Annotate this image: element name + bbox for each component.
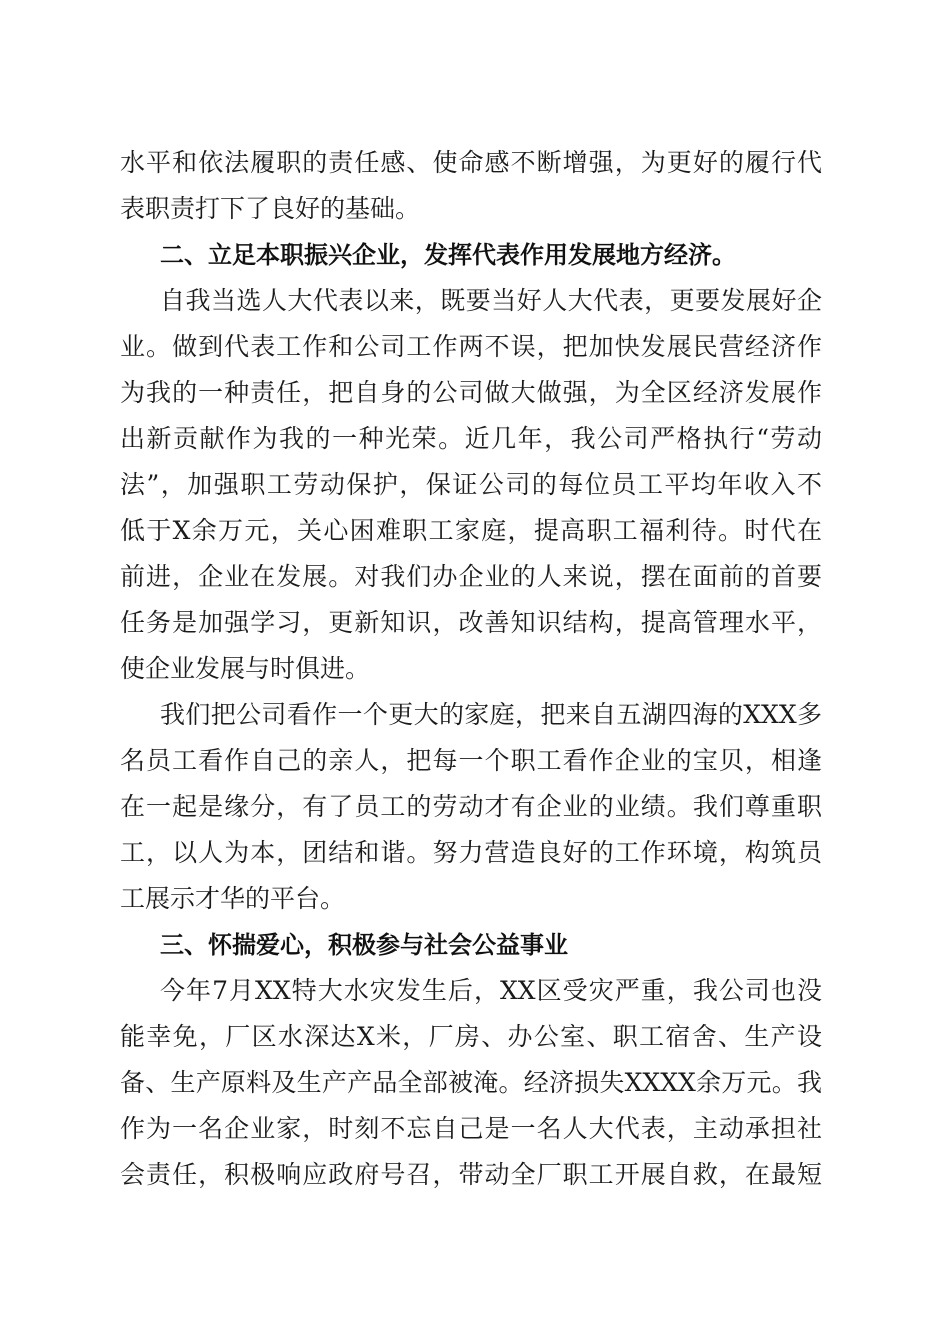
text-line: 今年7月XX特大水灾发生后，XX区受灾严重，我公司也没 (160, 976, 822, 1005)
text-line: 自我当选人大代表以来，既要当好人大代表，更要发展好企 (160, 286, 822, 315)
text-line: 工展示才华的平台。 (120, 884, 346, 913)
text-line: 能幸免，厂区水深达X米，厂房、办公室、职工宿舍、生产设 (120, 1022, 822, 1051)
text-line: 使企业发展与时俱进。 (120, 654, 371, 683)
text-line: 工，以人为本，团结和谐。努力营造良好的工作环境，构筑员 (120, 838, 822, 867)
text-line: 在一起是缘分，有了员工的劳动才有企业的业绩。我们尊重职 (120, 792, 822, 821)
text-line: 水平和依法履职的责任感、使命感不断增强，为更好的履行代 (120, 148, 822, 177)
text-line: 为我的一种责任，把自身的公司做大做强，为全区经济发展作 (120, 378, 822, 407)
text-line: 低于X余万元，关心困难职工家庭，提高职工福利待。时代在 (120, 516, 822, 545)
text-line: 表职责打下了良好的基础。 (120, 194, 421, 223)
section-heading: 二、立足本职振兴企业，发挥代表作用发展地方经济。 (160, 241, 736, 269)
text-line: 任务是加强学习，更新知识，改善知识结构，提高管理水平， (120, 608, 822, 637)
text-line: 备、生产原料及生产产品全部被淹。经济损失XXXX余万元。我 (120, 1068, 822, 1097)
section-heading: 三、怀揣爱心，积极参与社会公益事业 (160, 931, 568, 959)
text-line: 我们把公司看作一个更大的家庭，把来自五湖四海的XXX多 (160, 700, 822, 729)
text-line: 业。做到代表工作和公司工作两不误，把加快发展民营经济作 (120, 332, 822, 361)
text-line: 会责任，积极响应政府号召，带动全厂职工开展自救，在最短 (120, 1160, 822, 1189)
text-line: 法”，加强职工劳动保护，保证公司的每位员工平均年收入不 (120, 470, 822, 499)
text-line: 名员工看作自己的亲人，把每一个职工看作企业的宝贝，相逢 (120, 746, 822, 775)
text-line: 作为一名企业家，时刻不忘自己是一名人大代表，主动承担社 (120, 1114, 822, 1143)
text-line: 出新贡献作为我的一种光荣。近几年，我公司严格执行“劳动 (120, 424, 822, 453)
text-line: 前进，企业在发展。对我们办企业的人来说，摆在面前的首要 (120, 562, 822, 591)
